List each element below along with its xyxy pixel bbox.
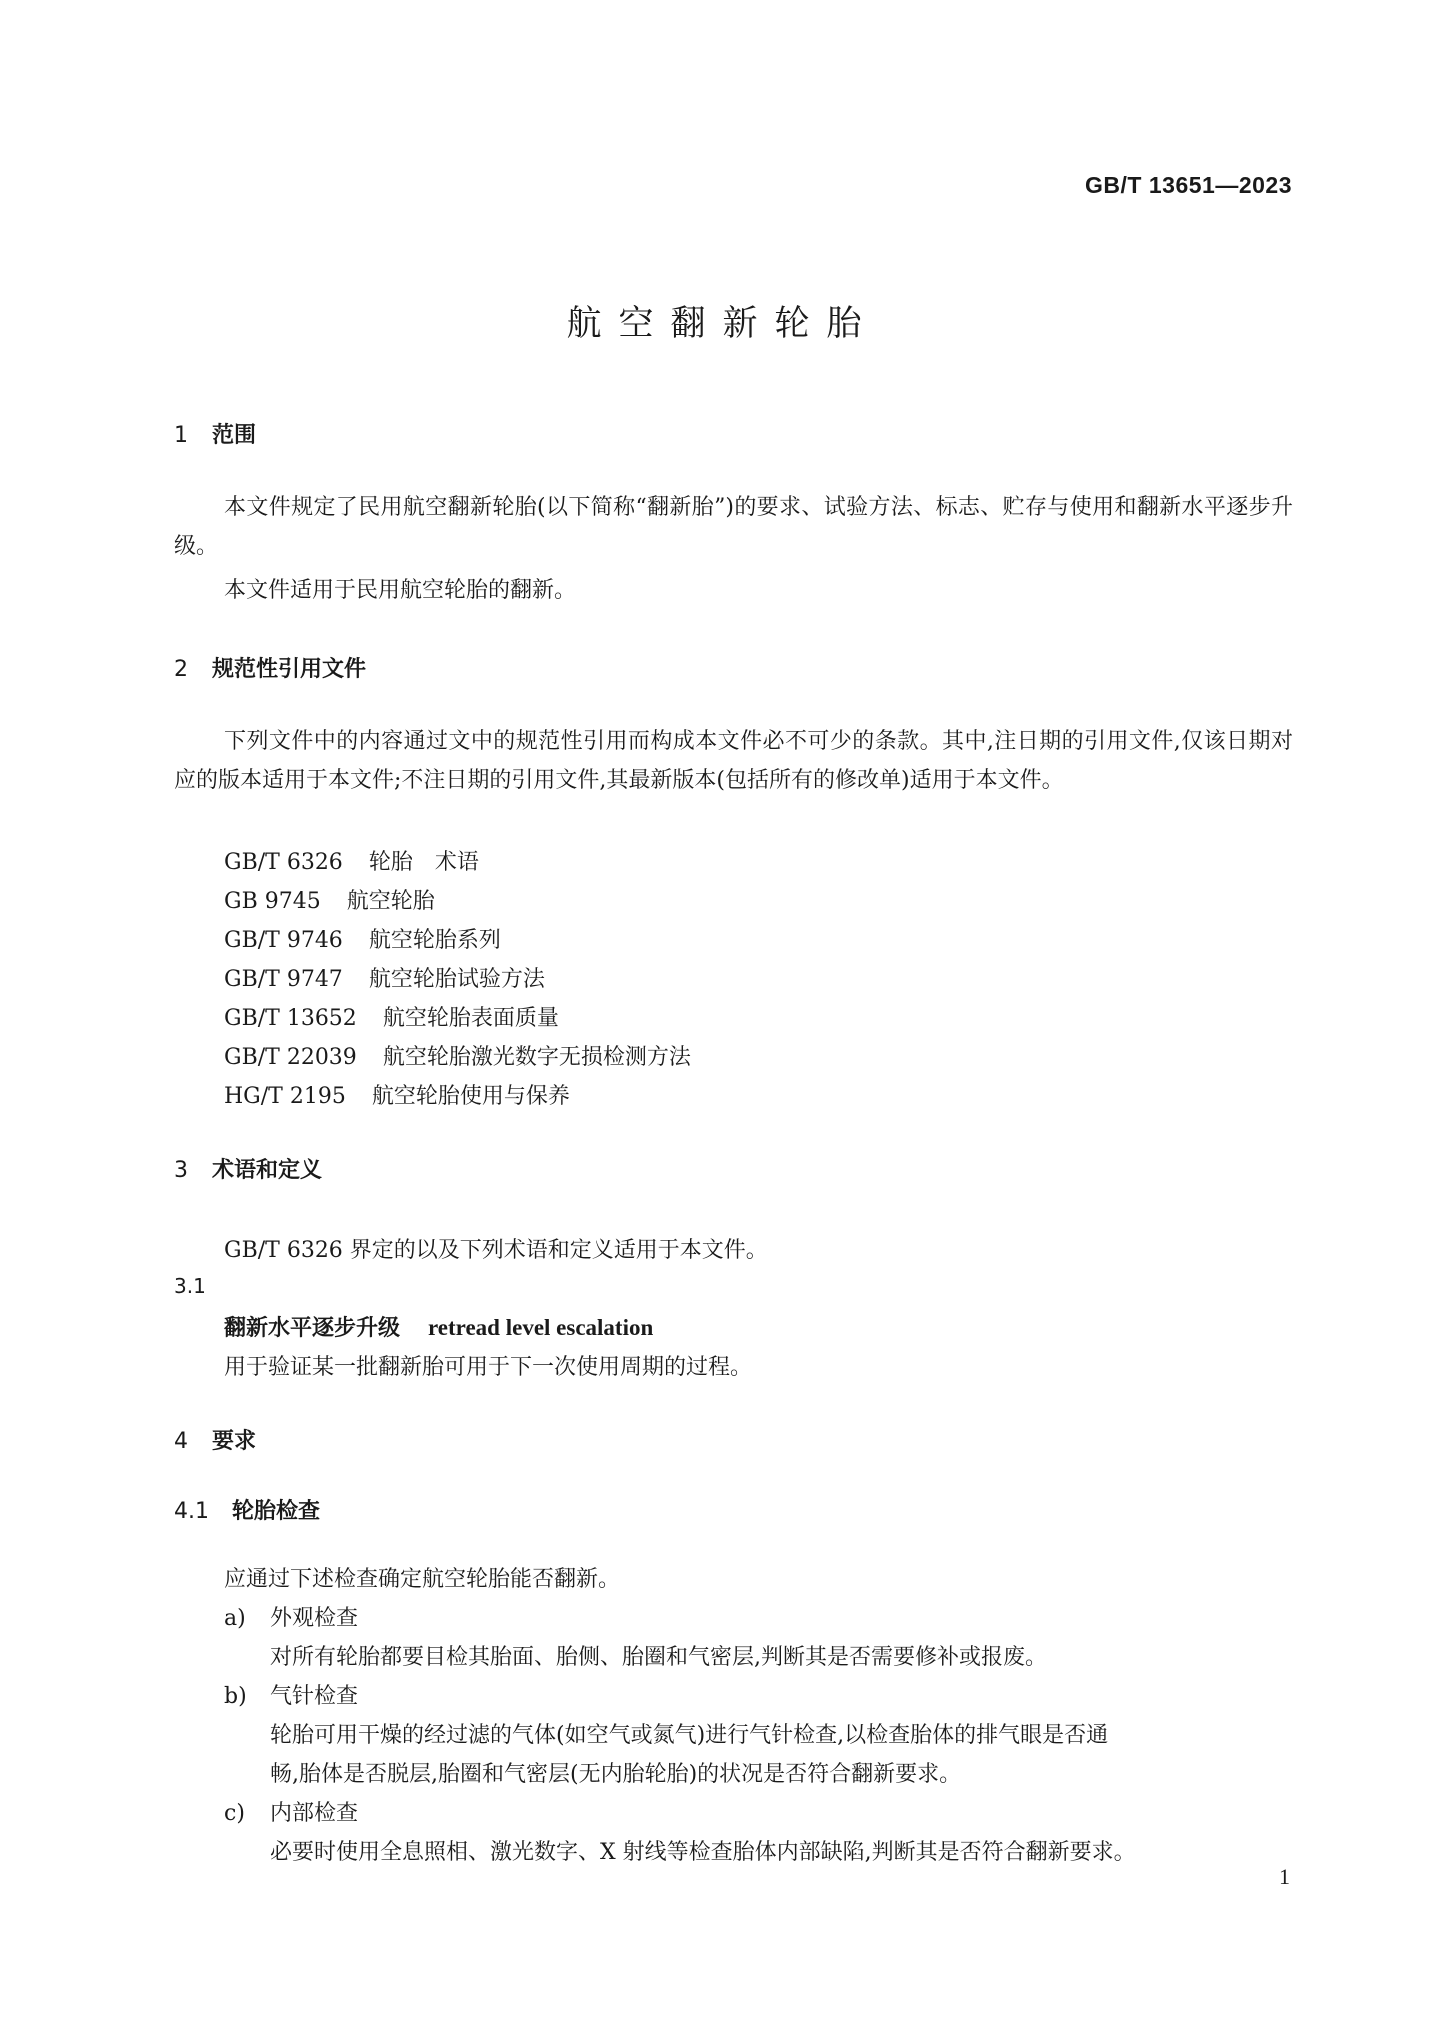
standard-number: GB/T 13651—2023 bbox=[1085, 172, 1292, 198]
section-number: 4 bbox=[174, 1429, 188, 1454]
list-item-text: 轮胎可用干燥的经过滤的气体(如空气或氮气)进行气针检查,以检查胎体的排气眼是否通 bbox=[270, 1723, 1109, 1748]
section-title: 范围 bbox=[212, 423, 257, 448]
subsection-title: 轮胎检查 bbox=[232, 1499, 321, 1524]
reference-item bbox=[224, 962, 545, 993]
term-number: 3.1 bbox=[174, 1274, 206, 1298]
term-chinese: 翻新水平逐步升级 bbox=[224, 1316, 401, 1341]
section-heading-1 bbox=[174, 418, 256, 449]
list-label: b) bbox=[224, 1684, 247, 1709]
terms-intro-paragraph: GB/T 6326 界定的以及下列术语和定义适用于本文件。 bbox=[224, 1238, 768, 1263]
reference-title: 航空轮胎 bbox=[346, 889, 435, 914]
reference-title: 航空轮胎表面质量 bbox=[382, 1006, 559, 1031]
reference-item bbox=[224, 1079, 570, 1110]
list-label: a) bbox=[224, 1606, 246, 1631]
list-item-title: 外观检查 bbox=[270, 1606, 359, 1631]
reference-code: HG/T 2195 bbox=[224, 1084, 346, 1109]
page-number: 1 bbox=[1279, 1864, 1290, 1889]
section-number: 1 bbox=[174, 423, 188, 448]
reference-title: 航空轮胎激光数字无损检测方法 bbox=[382, 1045, 691, 1070]
list-label: c) bbox=[224, 1801, 245, 1826]
reference-code: GB 9745 bbox=[224, 889, 321, 914]
list-item-title: 气针检查 bbox=[270, 1684, 359, 1709]
reference-item bbox=[224, 923, 501, 954]
section-number: 3 bbox=[174, 1158, 188, 1183]
list-item-text: 必要时使用全息照相、激光数字、X 射线等检查胎体内部缺陷,判断其是否符合翻新要求。 bbox=[270, 1840, 1136, 1865]
term-heading bbox=[224, 1311, 653, 1342]
list-item-title: 内部检查 bbox=[270, 1801, 359, 1826]
reference-code: GB/T 9747 bbox=[224, 967, 343, 992]
section-title: 术语和定义 bbox=[212, 1158, 323, 1183]
term-english: retread level escalation bbox=[428, 1315, 654, 1340]
list-item-heading bbox=[224, 1796, 358, 1827]
reference-code: GB/T 6326 bbox=[224, 850, 343, 875]
section-heading-2 bbox=[174, 652, 366, 683]
reference-title: 航空轮胎系列 bbox=[368, 928, 501, 953]
subsection-heading-4-1 bbox=[174, 1494, 320, 1525]
section-heading-4 bbox=[174, 1424, 256, 1455]
section-number: 2 bbox=[174, 657, 188, 682]
scope-paragraph-2: 本文件适用于民用航空轮胎的翻新。 bbox=[224, 578, 577, 603]
document-title: 航空翻新轮胎 bbox=[566, 304, 879, 344]
reference-item bbox=[224, 845, 479, 876]
reference-title: 轮胎 术语 bbox=[368, 850, 479, 875]
reference-title: 航空轮胎试验方法 bbox=[368, 967, 545, 992]
reference-code: GB/T 22039 bbox=[224, 1045, 357, 1070]
reference-item bbox=[224, 1001, 559, 1032]
list-item-text: 对所有轮胎都要目检其胎面、胎侧、胎圈和气密层,判断其是否需要修补或报废。 bbox=[270, 1645, 1047, 1670]
section-title: 要求 bbox=[212, 1429, 257, 1454]
subsection-number: 4.1 bbox=[174, 1499, 209, 1524]
reference-item bbox=[224, 1040, 691, 1071]
reference-code: GB/T 9746 bbox=[224, 928, 343, 953]
normative-references-paragraph: 下列文件中的内容通过文中的规范性引用而构成本文件必不可少的条款。其中,注日期的引用文件,仅该日期对应的版本适用于本文件;不注日期的引用文件,其最新版本(包括所有的修改单)适用于本文件。 bbox=[174, 729, 1293, 793]
inspection-intro: 应通过下述检查确定航空轮胎能否翻新。 bbox=[224, 1567, 621, 1592]
section-title: 规范性引用文件 bbox=[212, 657, 367, 682]
scope-paragraph-1: 本文件规定了民用航空翻新轮胎(以下简称“翻新胎”)的要求、试验方法、标志、贮存与使用和翻新水平逐步升级。 bbox=[174, 495, 1293, 559]
list-item-text: 畅,胎体是否脱层,胎圈和气密层(无内胎轮胎)的状况是否符合翻新要求。 bbox=[270, 1762, 962, 1787]
reference-title: 航空轮胎使用与保养 bbox=[371, 1084, 570, 1109]
list-item-heading bbox=[224, 1601, 358, 1632]
reference-code: GB/T 13652 bbox=[224, 1006, 357, 1031]
term-definition: 用于验证某一批翻新胎可用于下一次使用周期的过程。 bbox=[224, 1355, 753, 1380]
section-heading-3 bbox=[174, 1153, 322, 1184]
list-item-heading bbox=[224, 1679, 358, 1710]
reference-item bbox=[224, 884, 435, 915]
